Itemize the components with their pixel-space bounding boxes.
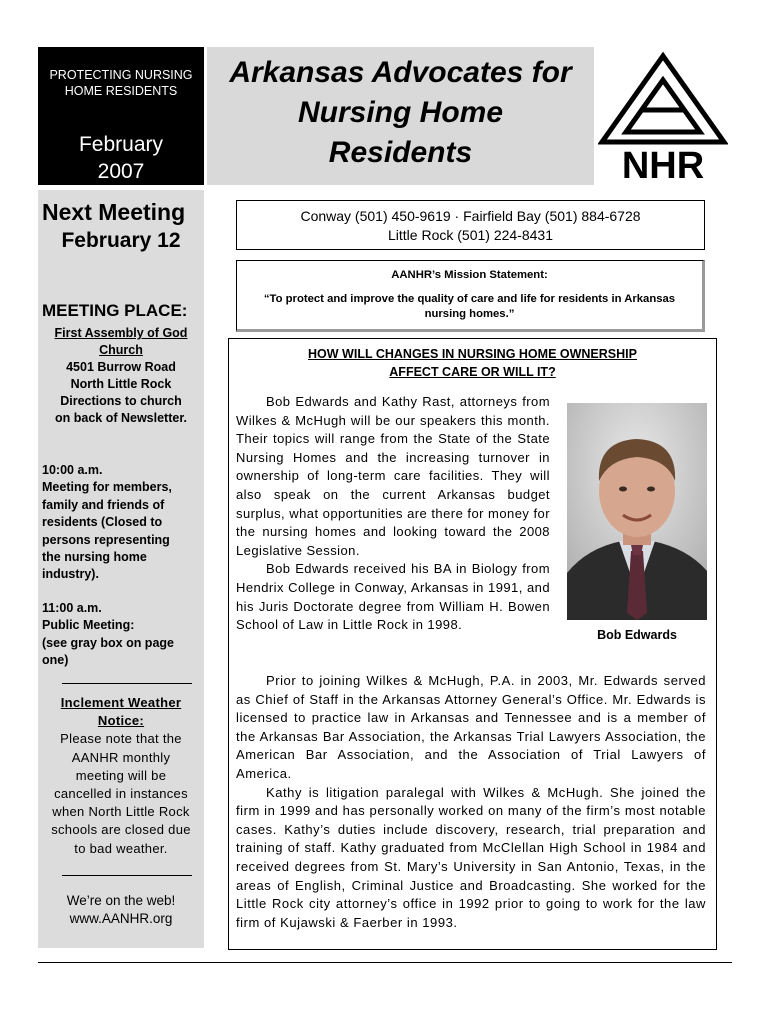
tagline bbox=[38, 67, 204, 99]
notice-title-line1: Inclement Weather bbox=[60, 695, 182, 710]
street: 4501 Burrow Road bbox=[66, 360, 176, 374]
photo-caption: Bob Edwards bbox=[597, 628, 677, 642]
notice-line: schools are closed due bbox=[51, 822, 191, 838]
web-line1: We’re on the web! bbox=[66, 893, 176, 908]
title-line2: Nursing Home bbox=[297, 96, 504, 129]
venue-line1: First Assembly of God bbox=[54, 326, 188, 340]
mission-box bbox=[236, 260, 705, 332]
venue-line2: Church bbox=[99, 343, 143, 357]
notice-line: Please note that the bbox=[60, 731, 182, 747]
masthead bbox=[207, 47, 594, 185]
sidebar bbox=[38, 190, 204, 948]
mission-title: AANHR’s Mission Statement: bbox=[391, 269, 548, 281]
next-meeting-date: February 12 bbox=[61, 229, 181, 252]
issue-date bbox=[38, 131, 204, 185]
notice-line: meeting will be bbox=[75, 767, 167, 783]
schedule1-line: industry). bbox=[42, 567, 99, 582]
headline-line2: AFFECT CARE OR WILL IT? bbox=[389, 365, 556, 379]
website-info bbox=[38, 892, 204, 928]
divider bbox=[62, 875, 192, 876]
aanhr-logo bbox=[598, 50, 728, 184]
schedule1-time: 10:00 a.m. bbox=[42, 463, 103, 477]
article-headline bbox=[229, 345, 716, 381]
article bbox=[228, 338, 717, 950]
schedule1-line: Meeting for members, bbox=[42, 480, 172, 495]
speaker-portrait bbox=[567, 403, 707, 620]
schedule-members bbox=[42, 462, 198, 584]
notice-line: AANHR monthly bbox=[71, 749, 171, 765]
article-full-width bbox=[236, 672, 706, 932]
article-paragraph: Bob Edwards and Kathy Rast, attorneys from Wilkes & McHugh will be our speakers this month. Their topics will range from the State of the State Nursing Homes and the increasing turnover in ownership of long-term care facilities. They will also speak on the current Arkansas budget surplus, what opportunities are there for money for the nursing homes and looking toward the 2008 Legislative Session. bbox=[236, 394, 550, 558]
meeting-place-label: MEETING PLACE: bbox=[42, 301, 188, 320]
article-paragraph: Kathy is litigation paralegal with Wilkes & McHugh. She joined the firm in 1999 and has personally worked on many of the firm’s most notable cases. Kathy’s duties include discovery, research, trial preparation and training of staff. Kathy graduated from McClellan High School in 1984 and received degrees from St. Mary’s University in San Antonio, Texas, in the areas of English, Criminal Justice and Broadcasting. She worked for the Little Rock city attorney’s office in 1992 prior to going to work for the law firm of Kujawski & Faerber in 1993. bbox=[236, 784, 706, 930]
schedule1-line: persons representing bbox=[42, 532, 170, 547]
newsletter-title bbox=[207, 53, 594, 173]
weather-notice bbox=[38, 694, 204, 858]
article-paragraph: Prior to joining Wilkes & McHugh, P.A. in 2003, Mr. Edwards served as Chief of Staff in the Arkansas Attorney General’s Office. Mr. Edwards is licensed to practice law in Arkansas and Tennessee and is a member of the Arkansas Bar Association, the Arkansas Trial Lawyers Association, the American Bar Association, and the Association of Trial Lawyers of America. bbox=[236, 673, 706, 781]
schedule1-line: residents (Closed to bbox=[42, 515, 163, 530]
speaker-photo bbox=[567, 403, 707, 620]
issue-month: February bbox=[78, 133, 164, 156]
notice-title-line2: Notice: bbox=[97, 713, 145, 729]
next-meeting-label: Next Meeting bbox=[42, 199, 186, 225]
contact-line1: Conway (501) 450-9619 · Fairfield Bay (501) 884-6728 bbox=[300, 208, 641, 224]
schedule2-time: 11:00 a.m. bbox=[42, 601, 102, 615]
divider bbox=[62, 683, 192, 684]
schedule1-line: family and friends of bbox=[42, 497, 165, 512]
website-link[interactable]: www.AANHR.org bbox=[69, 911, 173, 926]
contact-box bbox=[236, 200, 705, 250]
footer-rule bbox=[38, 962, 732, 963]
issue-year: 2007 bbox=[97, 160, 145, 183]
title-line1: Arkansas Advocates for bbox=[229, 56, 572, 89]
tagline-line1: PROTECTING NURSING bbox=[49, 68, 193, 82]
directions-line1: Directions to church bbox=[60, 394, 182, 408]
directions-line2: on back of Newsletter. bbox=[55, 411, 187, 425]
title-line3: Residents bbox=[328, 136, 473, 169]
schedule2-line: (see gray box on page bbox=[42, 635, 174, 650]
tagline-line2: HOME RESIDENTS bbox=[64, 84, 178, 98]
city: North Little Rock bbox=[70, 377, 172, 391]
notice-line: when North Little Rock bbox=[52, 804, 190, 820]
contact-line2: Little Rock (501) 224-8431 bbox=[388, 227, 553, 243]
issue-box bbox=[38, 47, 204, 185]
logo-text: NHR bbox=[621, 145, 705, 184]
article-column bbox=[236, 393, 550, 635]
schedule2-line: one) bbox=[42, 653, 69, 668]
notice-line: cancelled in instances bbox=[54, 786, 188, 802]
meeting-address bbox=[38, 325, 204, 427]
schedule2-label: Public Meeting: bbox=[42, 618, 135, 633]
schedule-public bbox=[42, 600, 198, 670]
notice-line: to bad weather. bbox=[74, 840, 168, 856]
mission-text: “To protect and improve the quality of care and life for residents in Arkansas nursing homes.” bbox=[263, 293, 676, 320]
schedule1-line: the nursing home bbox=[42, 550, 147, 565]
headline-line1: HOW WILL CHANGES IN NURSING HOME OWNERSHIP bbox=[308, 347, 637, 361]
article-paragraph: Bob Edwards received his BA in Biology from Hendrix College in Conway, Arkansas in 1991, and his Juris Doctorate degree from William H. Bowen School of Law in Little Rock in 1998. bbox=[236, 561, 550, 633]
